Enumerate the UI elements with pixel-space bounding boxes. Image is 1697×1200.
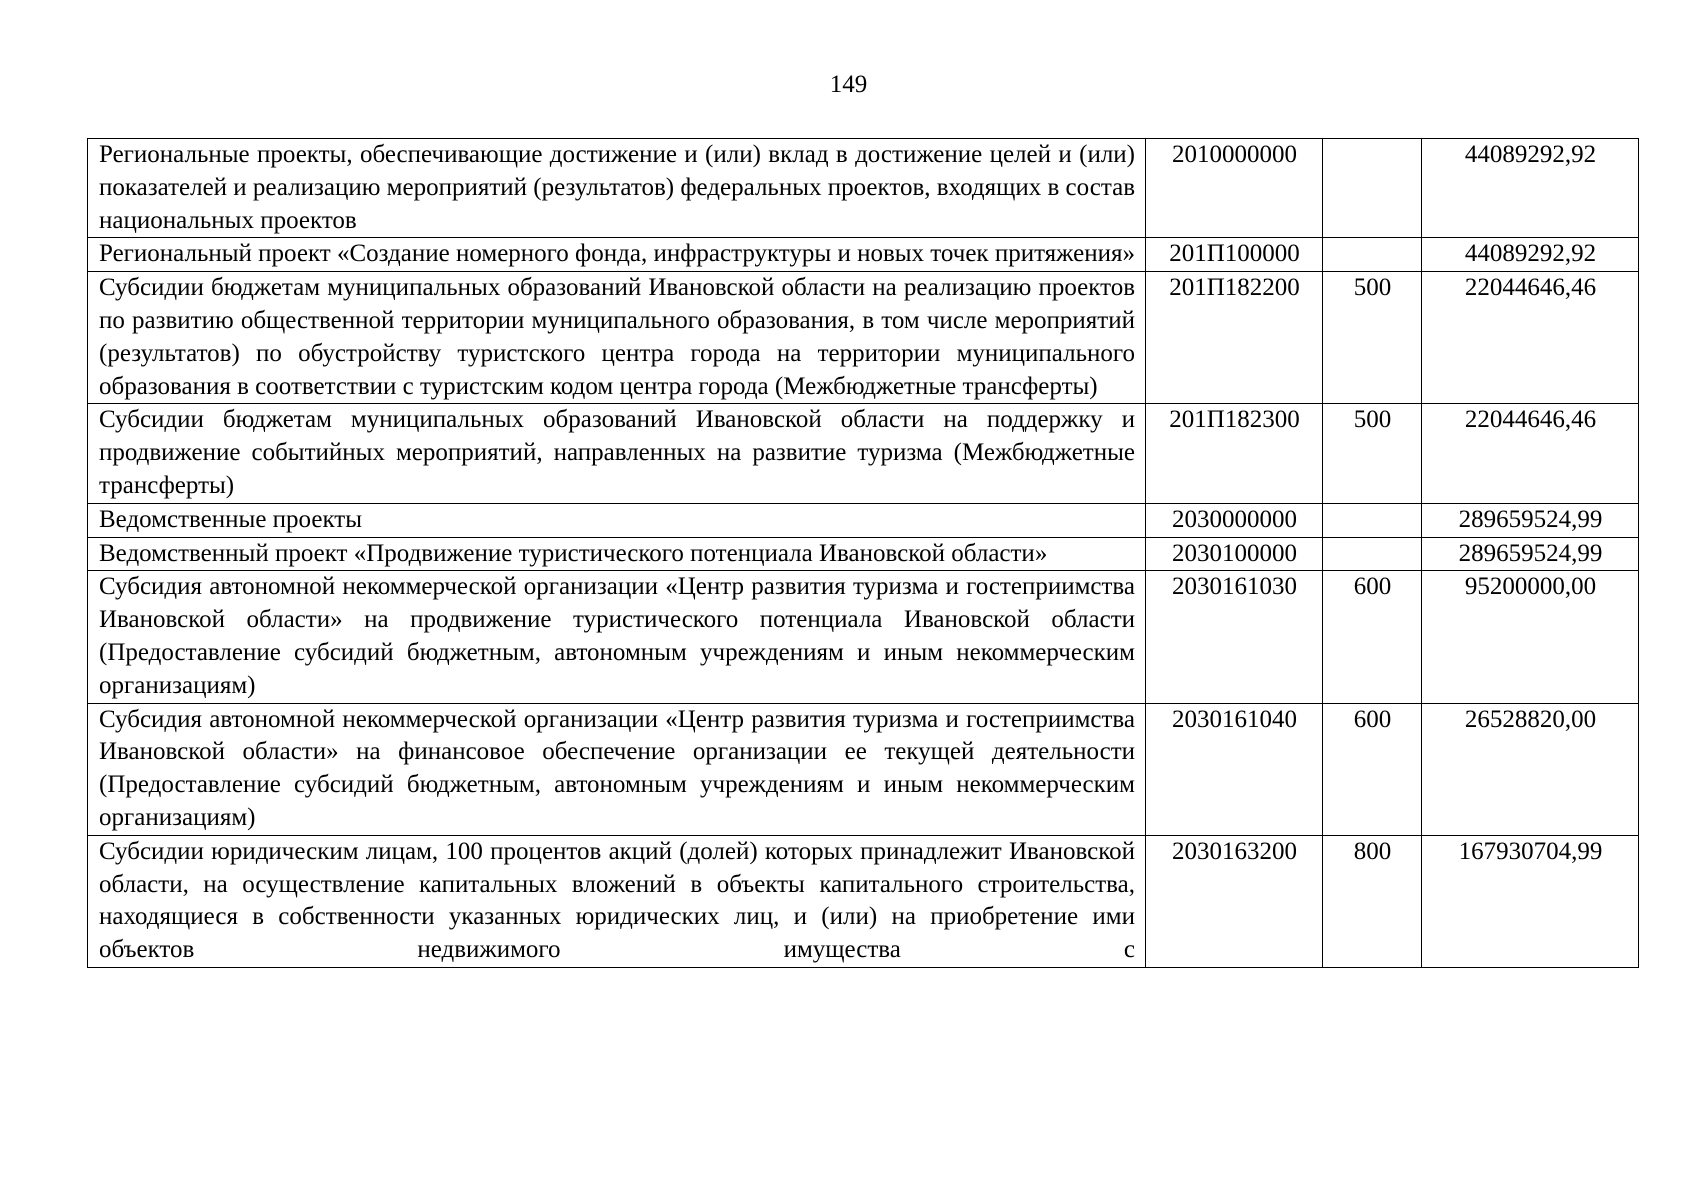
row-name: Субсидии бюджетам муниципальных образований Ивановской области на реализацию проектов по развитию общественной территории муниципального образования, в том числе мероприятий (результатов) по обустройству туристского центра города на территории муниципального образования в соответствии с туристским кодом центра города (Межбюджетные трансферты) <box>88 272 1146 404</box>
table-row <box>88 238 1639 272</box>
row-code: 201П100000 <box>1146 238 1323 272</box>
row-expense-type: 500 <box>1323 272 1422 404</box>
page-number: 149 <box>829 71 868 98</box>
row-name: Региональный проект «Создание номерного фонда, инфраструктуры и новых точек притяжения» <box>88 238 1146 272</box>
row-sum: 289659524,99 <box>1422 503 1639 537</box>
row-name: Субсидия автономной некоммерческой организации «Центр развития туризма и гостеприимства Ивановской области» на продвижение туристического потенциала Ивановской области (Предоставление субсидий бюджетным, автономным учреждениям и иным некоммерческим организациям) <box>88 571 1146 703</box>
table-row <box>88 703 1639 835</box>
row-sum: 95200000,00 <box>1422 571 1639 703</box>
row-expense-type: 600 <box>1323 571 1422 703</box>
row-sum: 44089292,92 <box>1422 139 1639 238</box>
table-row <box>88 404 1639 503</box>
row-sum: 26528820,00 <box>1422 703 1639 835</box>
row-expense-type <box>1323 139 1422 238</box>
row-expense-type <box>1323 503 1422 537</box>
table-row <box>88 139 1639 238</box>
row-code: 2030161030 <box>1146 571 1323 703</box>
table-row <box>88 503 1639 537</box>
row-expense-type: 500 <box>1323 404 1422 503</box>
row-sum: 22044646,46 <box>1422 404 1639 503</box>
row-expense-type <box>1323 537 1422 571</box>
row-name: Ведомственный проект «Продвижение туристического потенциала Ивановской области» <box>88 537 1146 571</box>
row-code: 201П182300 <box>1146 404 1323 503</box>
row-expense-type <box>1323 238 1422 272</box>
row-name: Субсидии бюджетам муниципальных образований Ивановской области на поддержку и продвижение событийных мероприятий, направленных на развитие туризма (Межбюджетные трансферты) <box>88 404 1146 503</box>
table-row <box>88 537 1639 571</box>
row-sum: 167930704,99 <box>1422 835 1639 967</box>
row-code: 2030100000 <box>1146 537 1323 571</box>
row-sum: 289659524,99 <box>1422 537 1639 571</box>
row-expense-type: 600 <box>1323 703 1422 835</box>
table-row <box>88 272 1639 404</box>
row-name: Субсидии юридическим лицам, 100 процентов акций (долей) которых принадлежит Ивановской области, на осуществление капитальных вложений в объекты капитального строительства, находящиеся в собственности указанных юридических лиц, и (или) на приобретение ими объектов недвижимого имущества с <box>88 835 1146 967</box>
table-row <box>88 835 1639 967</box>
row-sum: 44089292,92 <box>1422 238 1639 272</box>
row-code: 2030161040 <box>1146 703 1323 835</box>
row-name: Субсидия автономной некоммерческой организации «Центр развития туризма и гостеприимства Ивановской области» на финансовое обеспечение организации ее текущей деятельности (Предоставление субсидий бюджетным, автономным учреждениям и иным некоммерческим организациям) <box>88 703 1146 835</box>
row-sum: 22044646,46 <box>1422 272 1639 404</box>
row-name: Региональные проекты, обеспечивающие достижение и (или) вклад в достижение целей и (или) показателей и реализацию мероприятий (результатов) федеральных проектов, входящих в состав национальных проектов <box>88 139 1146 238</box>
row-code: 2030000000 <box>1146 503 1323 537</box>
row-code: 2030163200 <box>1146 835 1323 967</box>
row-code: 201П182200 <box>1146 272 1323 404</box>
budget-table <box>87 138 1639 968</box>
row-code: 2010000000 <box>1146 139 1323 238</box>
table-row <box>88 571 1639 703</box>
row-name: Ведомственные проекты <box>88 503 1146 537</box>
row-expense-type: 800 <box>1323 835 1422 967</box>
